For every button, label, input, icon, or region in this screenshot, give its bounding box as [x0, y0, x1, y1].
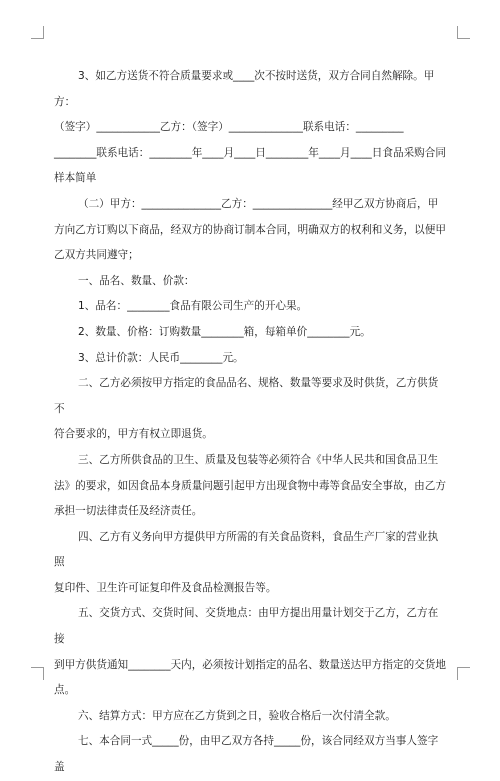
- crop-mark-bottom-right: [457, 667, 470, 680]
- text-line: 到甲方供货通知________天内，必须按计划指定的品名、数量送达甲方指定的交货地: [54, 658, 446, 671]
- text-line: 五、交货方式、交货时间、交货地点：由甲方提出用量计划交于乙方，乙方在接: [54, 607, 439, 646]
- text-line: 复印件、卫生许可证复印件及食品检测报告等。: [54, 581, 277, 594]
- text-line: 六、结算方式：甲方应在乙方货到之日，验收合格后一次付清全款。: [78, 709, 396, 722]
- paragraph-section-2-intro: [54, 192, 446, 269]
- text-line: ________联系电话：________年____月____日________年____月____日食品采购合同: [54, 146, 446, 159]
- text-line: 二、乙方必须按甲方指定的食品品名、规格、数量等要求及时供货，乙方供货不: [54, 377, 439, 415]
- paragraph-product-name: [54, 294, 446, 320]
- crop-mark-top-left: [31, 26, 44, 39]
- paragraph-clause-delivery: [54, 601, 446, 703]
- text-line: 样本简单: [54, 172, 97, 185]
- text-line: （签字）____________乙方：（签字）______________联系电话：_________: [54, 121, 404, 134]
- text-line: 2、数量、价格：订购数量________箱，每箱单价________元。: [78, 325, 371, 338]
- text-line: 3、总计价款：人民币________元。: [78, 351, 244, 364]
- crop-mark-top-right: [457, 26, 470, 39]
- text-line: 承担一切法律责任及经济责任。: [54, 505, 203, 518]
- text-line: 符合要求的，甲方有权立即退货。: [54, 428, 213, 441]
- text-line: 点。: [54, 684, 76, 697]
- paragraph-clause-supply: [54, 371, 446, 448]
- paragraph-clause-copies: [54, 729, 446, 780]
- paragraph-clause-documents: [54, 525, 446, 602]
- text-line: 乙双方共同遵守；: [54, 249, 139, 262]
- crop-mark-bottom-left: [31, 667, 44, 680]
- text-line: 三、乙方所供食品的卫生、质量及包装等必须符合《中华人民共和国食品卫生: [78, 453, 439, 466]
- document-body: [54, 64, 446, 781]
- text-line: 一、品名、数量、价款：: [78, 274, 195, 287]
- text-line: （二）甲方：_______________乙方：_______________经甲乙双方协商后，甲: [78, 197, 439, 210]
- text-line: 方向乙方订购以下商品，经双方的协商订制本合同，明确双方的权利和义务，以便甲: [54, 223, 446, 236]
- paragraph-quantity-price: [54, 320, 446, 346]
- paragraph-clause-3: [54, 64, 446, 192]
- text-line: 3、如乙方送货不符合质量要求或____次不按时送货，双方合同自然解除。甲方：: [54, 70, 435, 108]
- paragraph-clause-settlement: [54, 704, 446, 730]
- paragraph-clause-hygiene: [54, 448, 446, 525]
- text-line: 1、品名：________食品有限公司生产的开心果。: [78, 300, 308, 313]
- paragraph-total-price: [54, 346, 446, 372]
- text-line: 法》的要求，如因食品本身质量问题引起甲方出现食物中毒等食品安全事故，由乙方: [54, 479, 446, 492]
- text-line: 四、乙方有义务向甲方提供甲方所需的有关食品资料，食品生产厂家的营业执照: [54, 530, 439, 569]
- text-line: 七、本合同一式_____份，由甲乙双方各持_____份，该合同经双方当事人签字盖: [54, 735, 439, 774]
- heading-item-quantity-price: [54, 269, 446, 295]
